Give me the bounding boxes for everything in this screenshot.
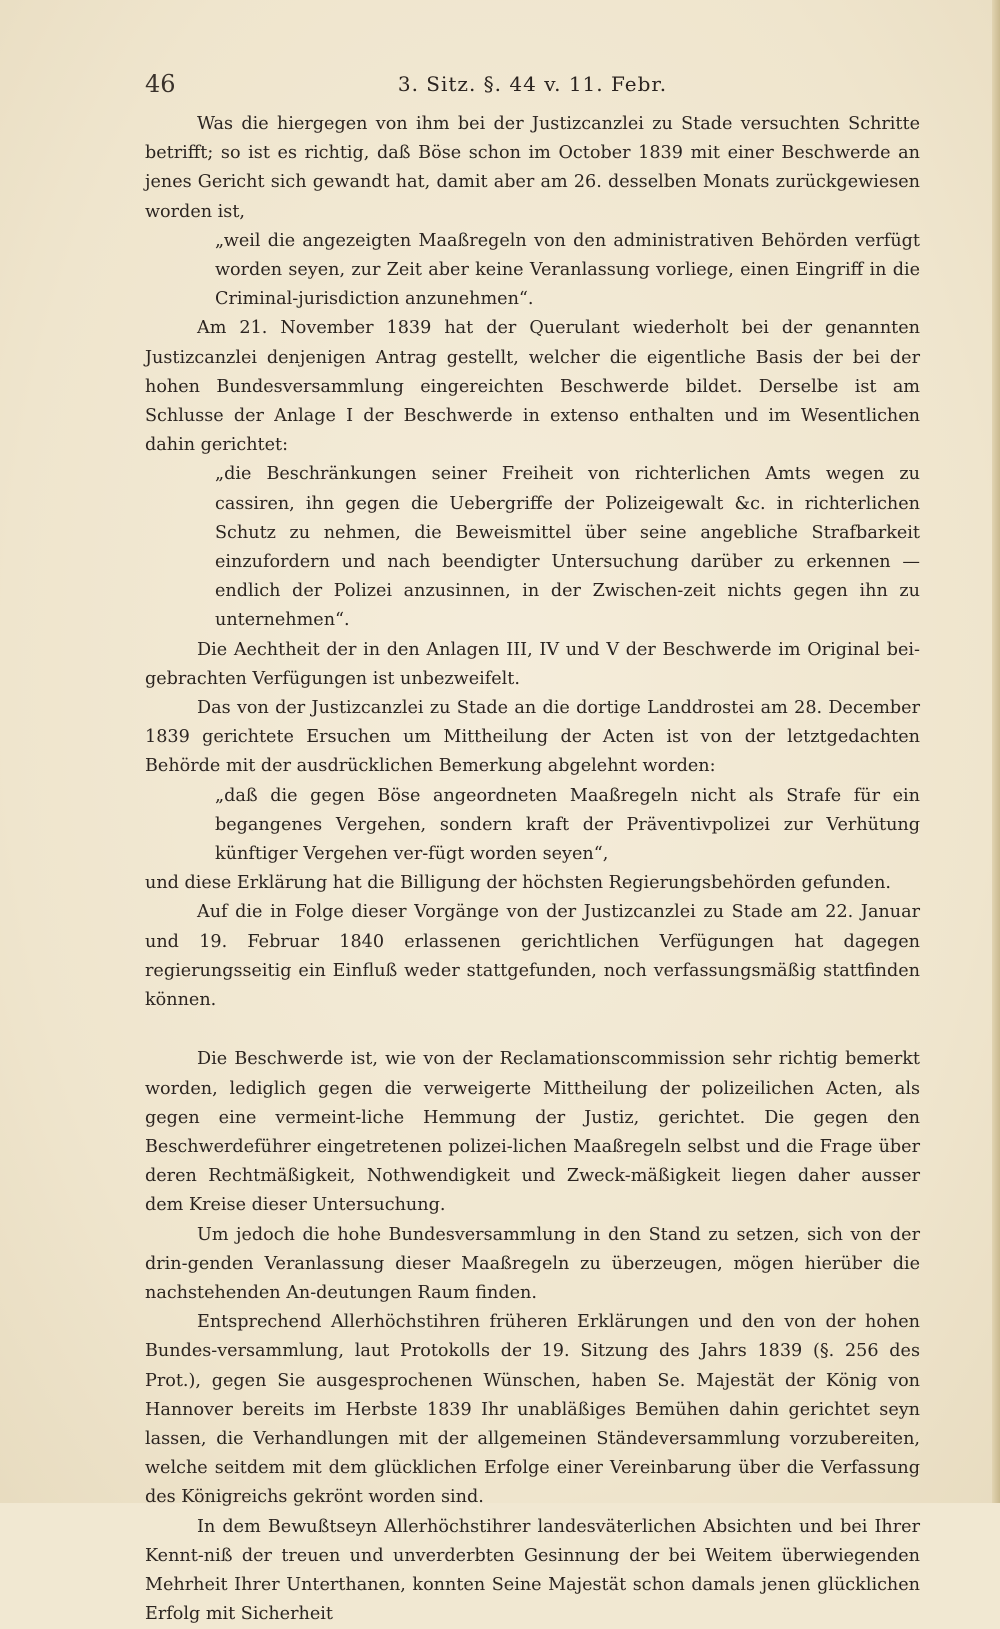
- paragraph: Das von der Justizcanzlei zu Stade an die dortige Landdrostei am 28. December 1839 gerichtete Ersuchen um Mittheilung der Acten ist von der letztgedachten Behörde mit der ausdrücklichen Bemerkung abgelehnt worden:: [145, 698, 920, 777]
- paragraph: Die Aechtheit der in den Anlagen III, IV und V der Beschwerde im Original bei-gebrachten Verfügungen ist unbezweifelt.: [145, 639, 920, 689]
- paragraph: Um jedoch die hohe Bundesversammlung in den Stand zu setzen, sich von der drin-genden Veranlassung dieser Maaßregeln zu überzeugen, mögen hierüber die nachstehenden An-deutungen Raum finden.: [145, 1224, 920, 1303]
- paragraph: Die Beschwerde ist, wie von der Reclamationscommission sehr richtig bemerkt worden, lediglich gegen die verweigerte Mittheilung der polizeilichen Acten, als gegen eine vermeint-liche Hemmung der Justiz, gerichtet. Die gegen den Beschwerdeführer eingetretenen polizei-lichen Maaßregeln selbst und die Frage über deren Rechtmäßigkeit, Nothwendigkeit und Zweck-mäßigkeit liegen daher ausser dem Kreise dieser Untersuchung.: [145, 1049, 920, 1216]
- document-body: [145, 110, 920, 1629]
- quote-paragraph: „daß die gegen Böse angeordneten Maaßregeln nicht als Strafe für ein begangenes Vergehen, sondern kraft der Präventivpolizei zur Verhütung künftiger Vergehen ver-fügt worden seyen“,: [215, 785, 920, 865]
- paragraph: Am 21. November 1839 hat der Querulant wiederholt bei der genannten Justizcanzlei denjenigen Antrag gestellt, welcher die eigentliche Basis der bei der hohen Bundesversammlung eingereichten Beschwerde bildet. Derselbe ist am Schlusse der Anlage I der Beschwerde in extenso enthalten und im Wesentlichen dahin gerichtet:: [145, 318, 920, 456]
- paragraph: In dem Bewußtseyn Allerhöchstihrer landesväterlichen Absichten und bei Ihrer Kennt-niß der treuen und unverderbten Gesinnung der bei Weitem überwiegenden Mehrheit Ihrer Unterthanen, konnten Seine Majestät schon damals jenen glücklichen Erfolg mit Sicherheit: [145, 1516, 920, 1625]
- section-gap: [145, 1015, 920, 1045]
- paragraph: Entsprechend Allerhöchstihren früheren Erklärungen und den von der hohen Bundes-versammlung, laut Protokolls der 19. Sitzung des Jahrs 1839 (§. 256 des Prot.), gegen Sie ausgesprochenen Wünschen, haben Se. Majestät der König von Hannover bereits im Herbste 1839 Ihr unabläßiges Bemühen dahin gerichtet seyn lassen, die Verhandlungen mit der allgemeinen Ständeversammlung vorzubereiten, welche seitdem mit dem glücklichen Erfolge einer Vereinbarung über die Verfassung des Königreichs gekrönt worden sind.: [145, 1312, 920, 1508]
- paragraph: und diese Erklärung hat die Billigung der höchsten Regierungsbehörden gefunden.: [145, 873, 891, 894]
- paragraph: Auf die in Folge dieser Vorgänge von der Justizcanzlei zu Stade am 22. Januar und 19. Februar 1840 erlassenen gerichtlichen Verfügungen hat dagegen regierungsseitig ein Einfluß weder stattgefunden, noch verfassungsmäßig stattfinden können.: [145, 902, 920, 1011]
- quote-paragraph: „weil die angezeigten Maaßregeln von den administrativen Behörden verfügt worden seyen, zur Zeit aber keine Veranlassung vorliege, einen Eingriff in die Criminal-jurisdiction anzunehmen“.: [215, 230, 920, 310]
- quote-paragraph: „die Beschränkungen seiner Freiheit von richterlichen Amts wegen zu cassiren, ihn gegen die Uebergriffe der Polizeigewalt &c. in richterlichen Schutz zu nehmen, die Beweismittel über seine angebliche Strafbarkeit einzufordern und nach beendigter Untersuchung darüber zu erkennen — endlich der Polizei anzusinnen, in der Zwischen-zeit nichts gegen ihn zu unternehmen“.: [215, 464, 920, 631]
- page-header: [145, 70, 920, 100]
- page-edge: [992, 0, 1000, 1503]
- paragraph: Was die hiergegen von ihm bei der Justizcanzlei zu Stade versuchten Schritte betrifft; so ist es richtig, daß Böse schon im October 1839 mit einer Beschwerde an jenes Gericht sich gewandt hat, damit aber am 26. desselben Monats zurückgewiesen worden ist,: [145, 114, 920, 222]
- page-number: 46: [145, 70, 176, 98]
- running-head: 3. Sitz. §. 44 v. 11. Febr.: [397, 72, 668, 96]
